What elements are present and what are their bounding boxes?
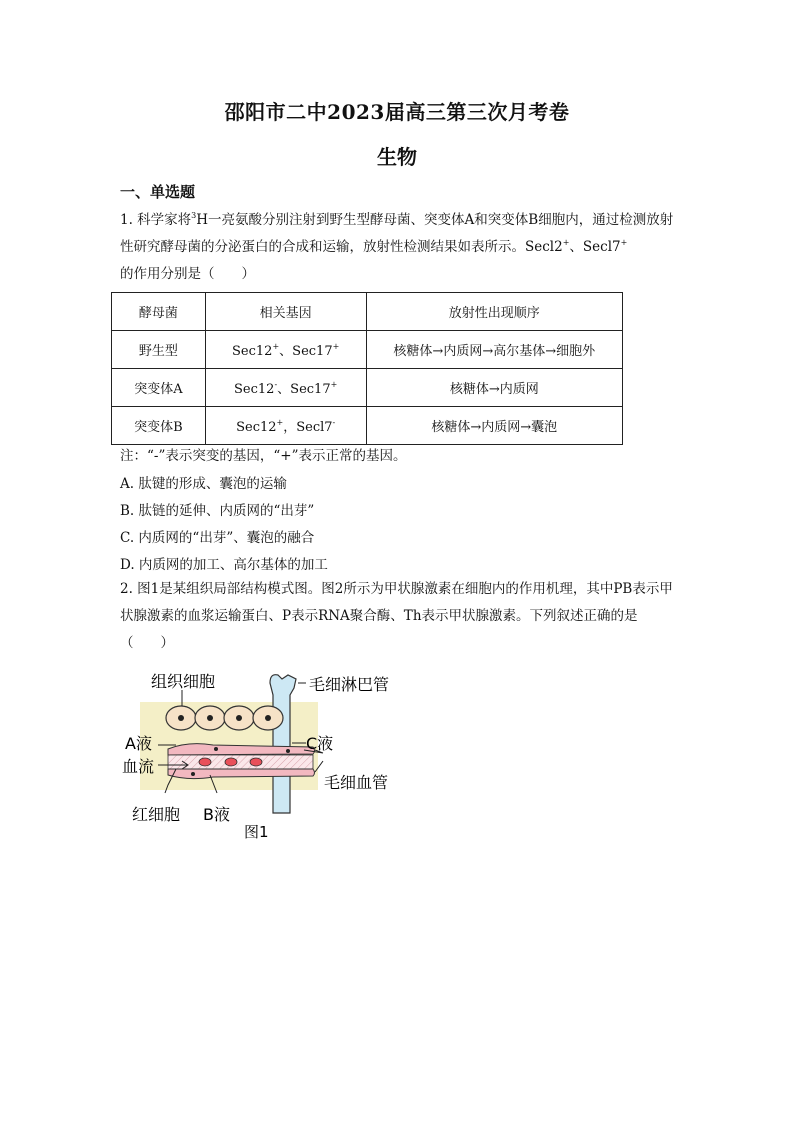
red-blood-cell bbox=[250, 758, 262, 766]
label-b-liquid: B液 bbox=[203, 805, 230, 824]
label-blood-capillary: 毛细血管 bbox=[324, 773, 389, 792]
question-1-option-a: A. 肽键的形成、囊泡的运输 bbox=[120, 476, 287, 492]
table-header: 相关基因 bbox=[205, 293, 366, 331]
question-1-table bbox=[111, 292, 623, 445]
figure-1-diagram bbox=[118, 665, 418, 850]
table-cell-gene: Sec12+、Sec17+ bbox=[205, 331, 366, 369]
question-1-option-d: D. 内质网的加工、高尔基体的加工 bbox=[120, 557, 328, 573]
cell-nucleus bbox=[236, 715, 242, 721]
wall-nucleus bbox=[286, 749, 290, 753]
label-c-liquid: C液 bbox=[306, 734, 334, 753]
table-cell-strain: 野生型 bbox=[112, 331, 206, 369]
table-note: 注：“-”表示突变的基因，“+”表示正常的基因。 bbox=[120, 448, 407, 464]
cell-nucleus bbox=[265, 715, 271, 721]
red-blood-cell bbox=[225, 758, 237, 766]
question-1-option-c: C. 内质网的“出芽”、囊泡的融合 bbox=[120, 530, 315, 546]
table-cell-order: 核糖体→内质网→高尔基体→细胞外 bbox=[366, 331, 622, 369]
table-cell-order: 核糖体→内质网 bbox=[366, 369, 622, 407]
table-header-row bbox=[112, 293, 623, 331]
red-blood-cell bbox=[199, 758, 211, 766]
section-heading: 一、单选题 bbox=[120, 183, 196, 201]
question-1-stem: 1. 科学家将$^3$H一亮氨酸分别注射到野生型酵母菌、突变体A和突变体B细胞内，通过检测放射性研究酵母菌的分泌蛋白的合成和运输，放射性检测结果如表所示。Secl2+、Secl7+ 的作用分别是（ ） bbox=[120, 211, 674, 282]
wall-nucleus bbox=[191, 772, 195, 776]
table-row bbox=[112, 331, 623, 369]
table-cell-strain: 突变体B bbox=[112, 407, 206, 445]
question-2-stem: 2. 图1是某组织局部结构模式图。图2所示为甲状腺激素在细胞内的作用机理，其中PB表示甲状腺激素的血浆运输蛋白、P表示RNA聚合酶、Th表示甲状腺激素。下列叙述正确的是（ ） bbox=[120, 581, 673, 651]
label-a-liquid: A液 bbox=[125, 734, 152, 753]
table-cell-order: 核糖体→内质网→囊泡 bbox=[366, 407, 622, 445]
wall-nucleus bbox=[214, 747, 218, 751]
blood-capillary bbox=[168, 744, 315, 779]
page-title: 邵阳市二中2023届高三第三次月考卷 bbox=[224, 100, 570, 124]
table-header: 放射性出现顺序 bbox=[366, 293, 622, 331]
subject-title: 生物 bbox=[377, 145, 417, 169]
table-row bbox=[112, 407, 623, 445]
label-lymph-capillary: 毛细淋巴管 bbox=[309, 675, 390, 694]
label-blood-flow: 血流 bbox=[122, 757, 155, 776]
label-tissue-cell: 组织细胞 bbox=[151, 672, 216, 691]
figure-caption: 图1 bbox=[244, 823, 269, 841]
table-row bbox=[112, 369, 623, 407]
table-cell-gene: Sec12+，Secl7- bbox=[205, 407, 366, 445]
table-header: 酵母菌 bbox=[112, 293, 206, 331]
table-cell-gene: Sec12-、Sec17+ bbox=[205, 369, 366, 407]
capillary-lumen bbox=[168, 755, 313, 769]
cell-nucleus bbox=[178, 715, 184, 721]
cell-nucleus bbox=[207, 715, 213, 721]
label-red-cell: 红细胞 bbox=[132, 805, 181, 824]
table-cell-strain: 突变体A bbox=[112, 369, 206, 407]
question-1-option-b: B. 肽链的延伸、内质网的“出芽” bbox=[120, 503, 315, 519]
